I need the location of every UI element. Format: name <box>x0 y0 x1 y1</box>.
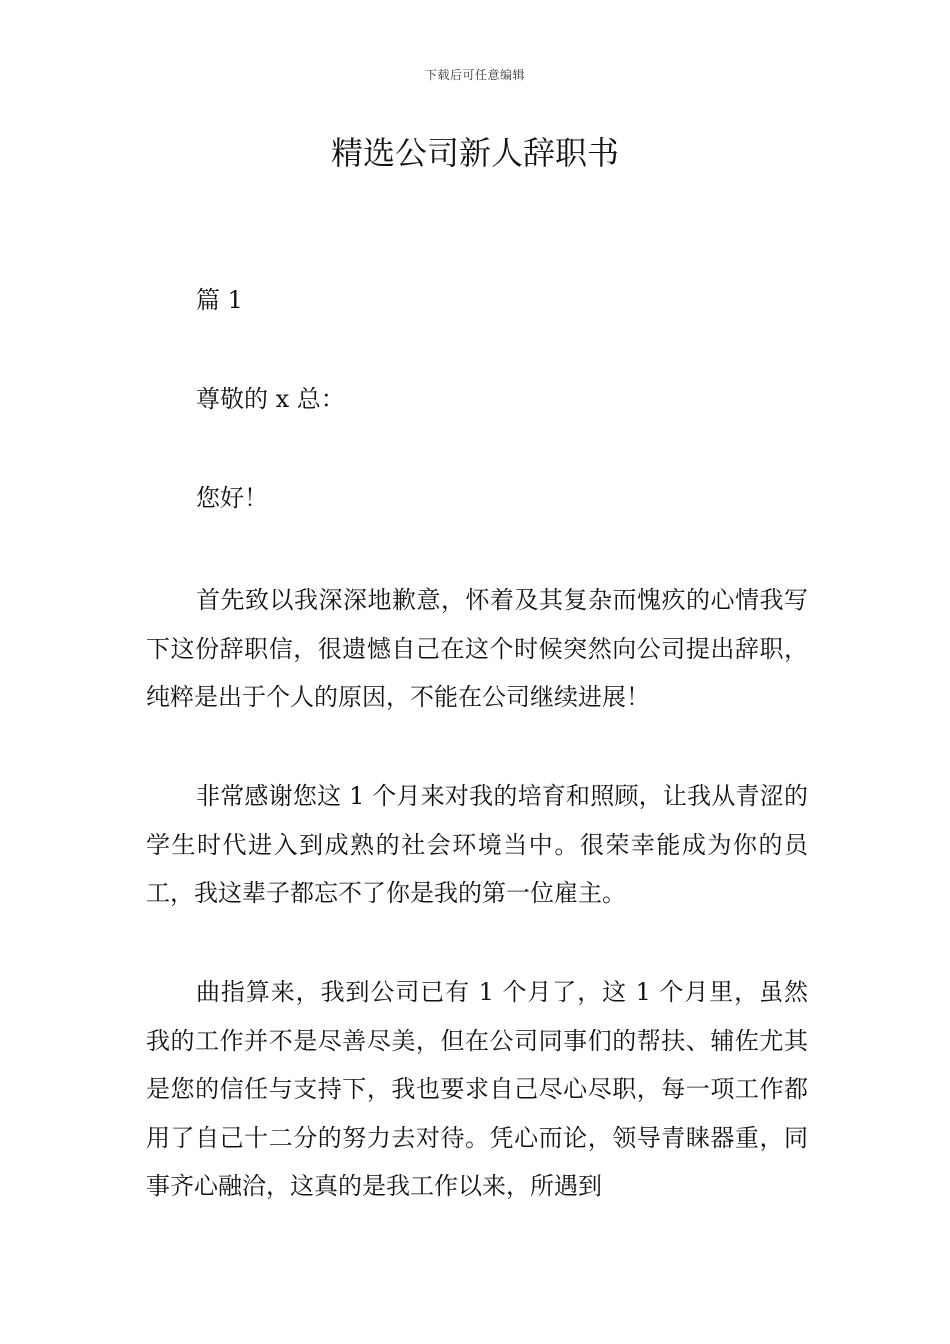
greeting: 您好！ <box>196 484 268 512</box>
body-paragraph-3-block <box>146 968 808 1211</box>
body-paragraph: 非常感谢您这 1 个月来对我的培育和照顾，让我从青涩的学生时代进入到成熟的社会环境当中。很荣幸能成为你的员工，我这辈子都忘不了你是我的第一位雇主。 <box>146 782 808 907</box>
body-paragraph: 曲指算来，我到公司已有 1 个月了，这 1 个月里，虽然我的工作并不是尽善尽美，但在公司同事们的帮扶、辅佐尤其是您的信任与支持下，我也要求自己尽心尽职，每一项工作都用了自己十二分的努力去对待。凭心而论，领导青睐器重，同事齐心融洽，这真的是我工作以来，所遇到 <box>146 978 808 1200</box>
section-label: 篇 1 <box>196 286 243 314</box>
body-paragraph: 首先致以我深深地歉意，怀着及其复杂而愧疚的心情我写下这份辞职信，很遗憾自己在这个时候突然向公司提出辞职，纯粹是出于个人的原因，不能在公司继续进展！ <box>146 586 808 711</box>
body-paragraph-2-block <box>146 772 808 918</box>
header-note: 下载后可任意编辑 <box>424 68 525 82</box>
body-paragraph-1-block <box>146 576 808 722</box>
document-title: 精选公司新人辞职书 <box>330 134 619 172</box>
salutation: 尊敬的 x 总： <box>196 385 345 413</box>
